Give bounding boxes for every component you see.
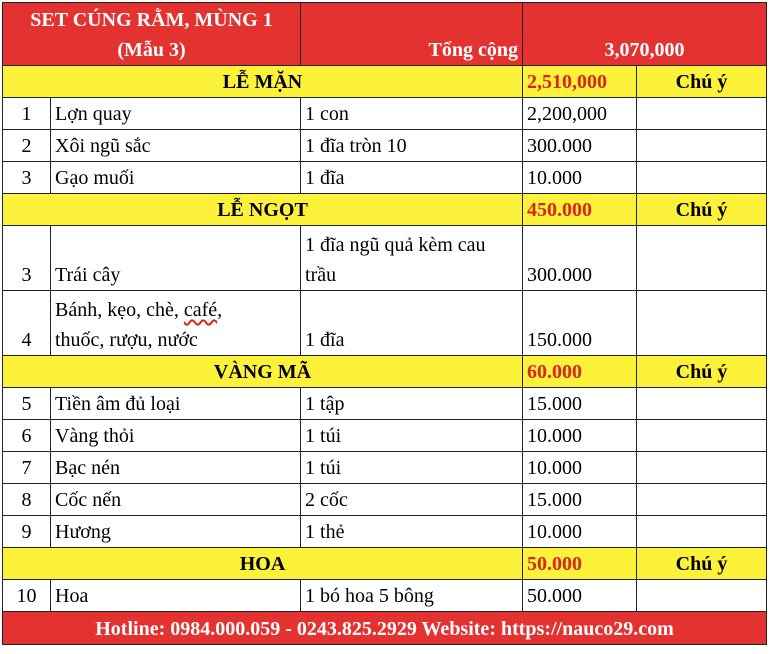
- item-number: 6: [3, 420, 51, 452]
- section-total: 50.000: [523, 548, 637, 580]
- item-price: 300.000: [523, 226, 637, 291]
- item-quantity: 1 thẻ: [301, 516, 523, 548]
- item-name-line-2: thuốc, rượu, nước: [55, 329, 198, 351]
- section-total: 450.000: [523, 194, 637, 226]
- table-row: [3, 162, 767, 194]
- item-price: 10.000: [523, 162, 637, 194]
- footer-row: [3, 612, 767, 645]
- item-number: 1: [3, 98, 51, 130]
- section-name: LỄ MẶN: [3, 66, 523, 98]
- table-title: [3, 3, 301, 66]
- item-number: 5: [3, 388, 51, 420]
- item-price: 50.000: [523, 580, 637, 612]
- item-name: Xôi ngũ sắc: [51, 130, 301, 162]
- title-line-1: SET CÚNG RẰM, MÙNG 1: [30, 9, 273, 31]
- item-number: 10: [3, 580, 51, 612]
- table-row: [3, 291, 767, 356]
- grand-total-value: 3,070,000: [523, 3, 767, 66]
- item-note: [637, 162, 767, 194]
- title-line-2: (Mẫu 3): [117, 39, 186, 61]
- item-name: Vàng thỏi: [51, 420, 301, 452]
- section-total: 60.000: [523, 356, 637, 388]
- item-number: 2: [3, 130, 51, 162]
- item-number: 3: [3, 162, 51, 194]
- item-quantity: 1 tập: [301, 388, 523, 420]
- item-name: Hương: [51, 516, 301, 548]
- item-quantity: 1 con: [301, 98, 523, 130]
- item-note: [637, 226, 767, 291]
- item-quantity: 2 cốc: [301, 484, 523, 516]
- note-header: Chú ý: [637, 194, 767, 226]
- item-note: [637, 516, 767, 548]
- price-table: [2, 2, 767, 645]
- item-number: 7: [3, 452, 51, 484]
- grand-total-label: Tổng cộng: [301, 3, 523, 66]
- section-header-le-man: [3, 66, 767, 98]
- item-note: [637, 484, 767, 516]
- section-header-hoa: [3, 548, 767, 580]
- table-row: [3, 98, 767, 130]
- note-header: Chú ý: [637, 66, 767, 98]
- section-name: VÀNG MÃ: [3, 356, 523, 388]
- section-header-le-ngot: [3, 194, 767, 226]
- item-note: [637, 420, 767, 452]
- item-name: Hoa: [51, 580, 301, 612]
- item-quantity: 1 túi: [301, 452, 523, 484]
- item-number: 4: [3, 291, 51, 356]
- header-row: [3, 3, 767, 66]
- item-number: 9: [3, 516, 51, 548]
- item-number: 8: [3, 484, 51, 516]
- item-price: 10.000: [523, 452, 637, 484]
- item-note: [637, 452, 767, 484]
- item-name: Tiền âm đủ loại: [51, 388, 301, 420]
- note-header: Chú ý: [637, 548, 767, 580]
- item-note: [637, 291, 767, 356]
- table-row: [3, 580, 767, 612]
- item-price: 10.000: [523, 516, 637, 548]
- item-note: [637, 98, 767, 130]
- item-name-line-1: Bánh, kẹo, chè, café,: [55, 299, 223, 321]
- section-header-vang-ma: [3, 356, 767, 388]
- item-price: 15.000: [523, 484, 637, 516]
- table-row: [3, 226, 767, 291]
- section-name: HOA: [3, 548, 523, 580]
- item-note: [637, 388, 767, 420]
- item-quantity: 1 túi: [301, 420, 523, 452]
- item-quantity: 1 đĩa tròn 10: [301, 130, 523, 162]
- item-name: Cốc nến: [51, 484, 301, 516]
- item-quantity: [301, 226, 523, 291]
- table-row: [3, 388, 767, 420]
- item-quantity: 1 đĩa: [301, 291, 523, 356]
- item-name: Trái cây: [51, 226, 301, 291]
- item-price: 150.000: [523, 291, 637, 356]
- item-quantity: 1 đĩa: [301, 162, 523, 194]
- item-quantity-line-2: trầu: [305, 264, 337, 286]
- note-header: Chú ý: [637, 356, 767, 388]
- section-name: LỄ NGỌT: [3, 194, 523, 226]
- table-row: [3, 484, 767, 516]
- table-row: [3, 452, 767, 484]
- item-number: 3: [3, 226, 51, 291]
- table-row: [3, 516, 767, 548]
- item-note: [637, 130, 767, 162]
- item-price: 10.000: [523, 420, 637, 452]
- item-price: 15.000: [523, 388, 637, 420]
- item-note: [637, 580, 767, 612]
- table-row: [3, 130, 767, 162]
- table-row: [3, 420, 767, 452]
- item-name: Lợn quay: [51, 98, 301, 130]
- item-name: [51, 291, 301, 356]
- contact-footer: Hotline: 0984.000.059 - 0243.825.2929 Website: https://nauco29.com: [3, 612, 767, 645]
- item-quantity-line-1: 1 đĩa ngũ quả kèm cau: [305, 234, 486, 256]
- item-quantity: 1 bó hoa 5 bông: [301, 580, 523, 612]
- item-name: Bạc nén: [51, 452, 301, 484]
- section-total: 2,510,000: [523, 66, 637, 98]
- item-price: 2,200,000: [523, 98, 637, 130]
- item-price: 300.000: [523, 130, 637, 162]
- item-name: Gạo muối: [51, 162, 301, 194]
